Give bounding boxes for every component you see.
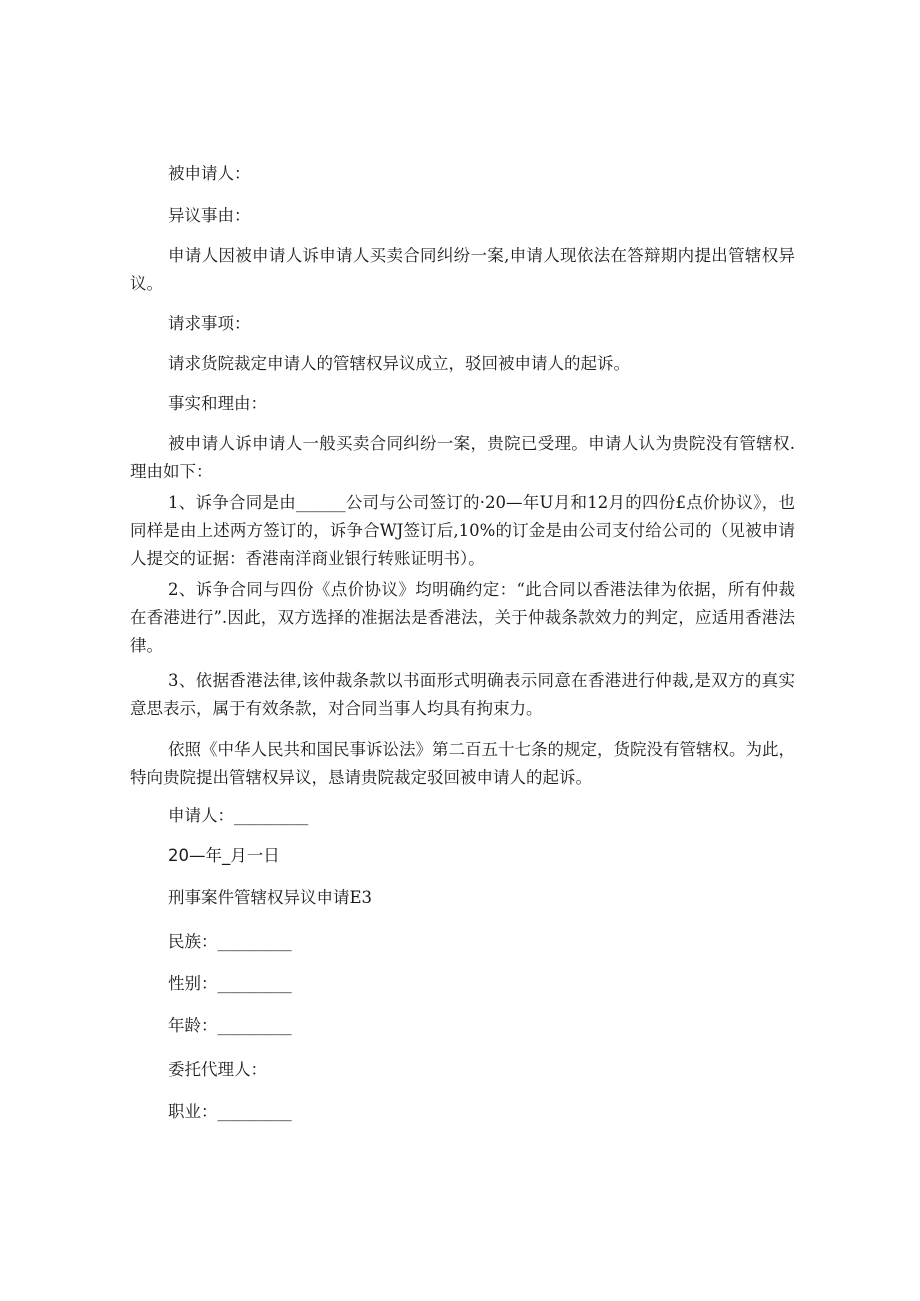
- date-line: 20—年_月一日: [168, 846, 280, 865]
- agent-label: 委托代理人：: [168, 1060, 267, 1079]
- next-document-title: 刑事案件管辖权异议申请E3: [168, 888, 373, 907]
- ethnicity-field: 民族：_________: [168, 932, 292, 951]
- occupation-field: 职业：_________: [168, 1102, 292, 1121]
- facts-reasons-heading: 事实和理由：: [168, 394, 267, 413]
- request-items-paragraph: 请求货院裁定申请人的管辖权异议成立，驳回被申请人的起诉。: [168, 354, 630, 373]
- objection-reason-paragraph: 申请人因被申请人诉申请人买卖合同纠纷一案,申请人现依法在答辩期内提出管辖权异议。: [130, 246, 795, 293]
- request-items-heading: 请求事项：: [168, 314, 251, 333]
- applicant-signature-line: 申请人：_________: [168, 806, 309, 825]
- facts-intro-paragraph: 被申请人诉申请人一般买卖合同纠纷一案，贵院已受理。申请人认为贵院没有管辖权.理由如下：: [130, 434, 795, 481]
- objection-reason-heading: 异议事由：: [168, 206, 251, 225]
- age-field: 年龄：_________: [168, 1016, 292, 1035]
- respondent-label: 被申请人：: [168, 164, 251, 183]
- fact-point-3: 3、依据香港法律,该仲裁条款以书面形式明确表示同意在香港进行仲裁,是双方的真实意思表示，属于有效条款，对合同当事人均具有拘束力。: [130, 671, 795, 718]
- fact-point-1: 1、诉争合同是由______公司与公司签订的·20—年U月和12月的四份£点价协议》，也同样是由上述两方签订的，诉争合WJ签订后,10%的订金是由公司支付给公司的（见被申请人提交的证据：香港南洋商业银行转账证明书）。: [130, 493, 795, 568]
- gender-field: 性别：_________: [168, 974, 292, 993]
- fact-point-2: 2、诉争合同与四份《点价协议》均明确约定：“此合同以香港法律为依据，所有仲裁在香港进行”.因此，双方选择的准据法是香港法，关于仲裁条款效力的判定，应适用香港法律。: [130, 580, 795, 655]
- legal-basis-paragraph: 依照《中华人民共和国民事诉讼法》第二百五十七条的规定，货院没有管辖权。为此，特向贵院提出管辖权异议，恳请贵院裁定驳回被申请人的起诉。: [130, 740, 795, 787]
